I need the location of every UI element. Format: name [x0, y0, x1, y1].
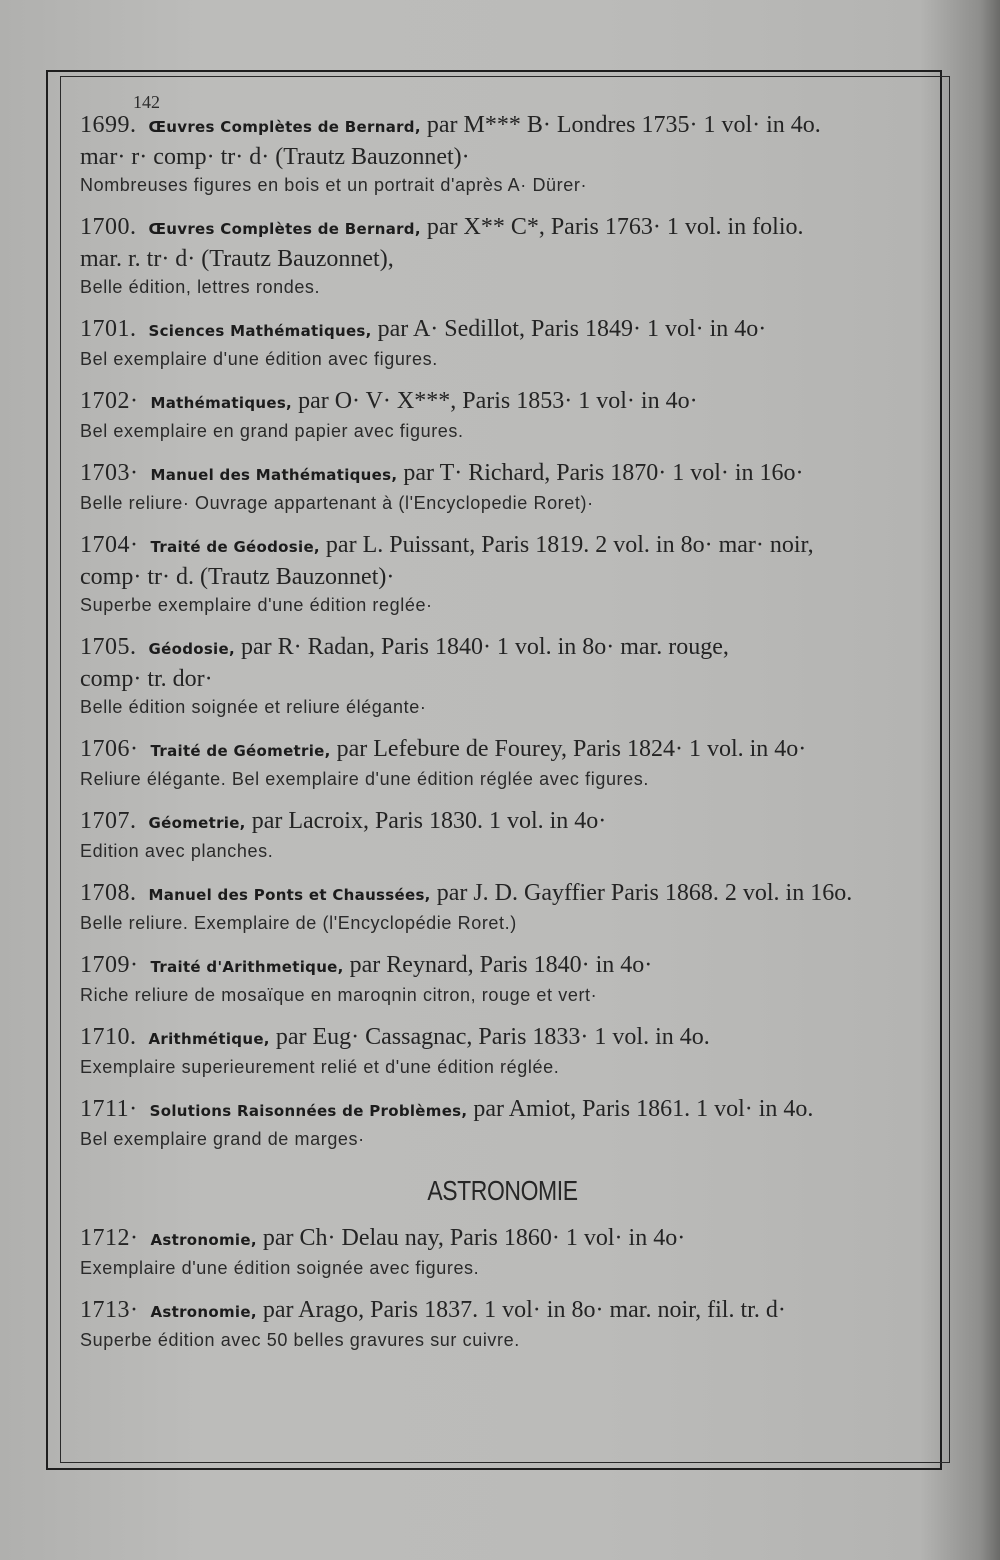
entry-details: par Lacroix, Paris 1830. 1 vol. in 4o·	[251, 808, 607, 834]
entry-number: 1703·	[80, 460, 139, 486]
entry-title: Manuel des Mathématiques,	[150, 466, 398, 484]
catalogue-entry	[80, 1223, 925, 1282]
entry-number: 1713·	[80, 1297, 139, 1323]
entry-details: par Reynard, Paris 1840· in 4o·	[349, 952, 653, 978]
entry-details: par Ch· Delau nay, Paris 1860· 1 vol· in 4o·	[262, 1225, 686, 1251]
catalogue-entry	[80, 878, 925, 937]
entry-heading-line	[80, 1022, 925, 1054]
page-number: 142	[133, 92, 160, 112]
catalogue-entry	[80, 1295, 925, 1354]
entry-details: par Lefebure de Fourey, Paris 1824· 1 vol. in 4o·	[336, 736, 807, 762]
entry-number: 1712·	[80, 1225, 139, 1251]
catalogue-entry	[80, 386, 925, 445]
entry-details: par L. Puissant, Paris 1819. 2 vol. in 8o· mar· noir,	[325, 532, 814, 558]
entry-heading-line	[80, 734, 925, 766]
entry-details: par Amiot, Paris 1861. 1 vol· in 4o.	[473, 1096, 814, 1122]
entry-note: Belle édition, lettres rondes.	[80, 277, 321, 297]
catalogue-entry	[80, 458, 925, 517]
entry-number: 1705.	[80, 634, 137, 660]
entry-note: Belle édition soignée et reliure élégante·	[80, 697, 427, 717]
catalogue-entries-astronomy	[80, 1223, 925, 1354]
catalogue-entry	[80, 110, 925, 199]
entry-details: par Eug· Cassagnac, Paris 1833· 1 vol. in 4o.	[275, 1024, 710, 1050]
entry-number: 1701.	[80, 316, 137, 342]
entry-continuation: mar· r· comp· tr· d· (Trautz Bauzonnet)·	[80, 144, 470, 170]
entry-details: par M*** B· Londres 1735· 1 vol· in 4o.	[426, 112, 821, 138]
entry-title: Manuel des Ponts et Chaussées,	[148, 886, 431, 904]
entry-number: 1702·	[80, 388, 139, 414]
entry-continuation: comp· tr· d. (Trautz Bauzonnet)·	[80, 564, 395, 590]
entry-heading-line	[80, 1295, 925, 1327]
catalogue-entries-mathematics	[80, 110, 925, 1153]
entry-note: Superbe exemplaire d'une édition reglée·	[80, 595, 433, 615]
catalogue-entry	[80, 632, 925, 721]
entry-details: par O· V· X***, Paris 1853· 1 vol· in 4o·	[298, 388, 698, 414]
entry-note: Reliure élégante. Bel exemplaire d'une édition réglée avec figures.	[80, 769, 649, 789]
entry-number: 1699.	[80, 112, 137, 138]
entry-heading-line	[80, 458, 925, 490]
entry-title: Mathématiques,	[150, 394, 293, 412]
entry-note: Edition avec planches.	[80, 841, 274, 861]
entry-note: Bel exemplaire grand de marges·	[80, 1129, 365, 1149]
entry-number: 1706·	[80, 736, 139, 762]
entry-heading-line	[80, 212, 925, 244]
entry-heading-line	[80, 386, 925, 418]
entry-heading-line	[80, 314, 925, 346]
entry-heading-line	[80, 110, 925, 142]
entry-details: par R· Radan, Paris 1840· 1 vol. in 8o· mar. rouge,	[240, 634, 729, 660]
entry-title: Astronomie,	[150, 1231, 257, 1249]
entry-title: Sciences Mathématiques,	[148, 322, 372, 340]
entry-note: Exemplaire d'une édition soignée avec figures.	[80, 1258, 480, 1278]
entry-title: Astronomie,	[150, 1303, 257, 1321]
entry-details: par T· Richard, Paris 1870· 1 vol· in 16o·	[403, 460, 804, 486]
entry-number: 1707.	[80, 808, 137, 834]
entry-title: Géodosie,	[148, 640, 235, 658]
entry-note: Bel exemplaire en grand papier avec figures.	[80, 421, 464, 441]
entry-heading-line	[80, 950, 925, 982]
entry-heading-line	[80, 1223, 925, 1255]
entry-title: Solutions Raisonnées de Problèmes,	[149, 1102, 468, 1120]
entry-heading-line	[80, 530, 925, 562]
catalogue-entry	[80, 1094, 925, 1153]
entry-title: Œuvres Complètes de Bernard,	[148, 118, 421, 136]
entry-number: 1704·	[80, 532, 139, 558]
entry-continuation: comp· tr. dor·	[80, 666, 213, 692]
entry-note: Exemplaire superieurement relié et d'une édition réglée.	[80, 1057, 560, 1077]
entry-title: Traité de Géometrie,	[150, 742, 331, 760]
entry-title: Traité de Géodosie,	[150, 538, 320, 556]
entry-details: par Arago, Paris 1837. 1 vol· in 8o· mar. noir, fil. tr. d·	[262, 1297, 786, 1323]
entry-details: par J. D. Gayffier Paris 1868. 2 vol. in 16o.	[436, 880, 853, 906]
entry-number: 1700.	[80, 214, 137, 240]
entry-number: 1711·	[80, 1096, 138, 1122]
catalogue-entry	[80, 806, 925, 865]
catalogue-content	[80, 110, 925, 1367]
entry-title: Arithmétique,	[148, 1030, 270, 1048]
entry-continuation: mar. r. tr· d· (Trautz Bauzonnet),	[80, 246, 394, 272]
entry-note: Riche reliure de mosaïque en maroqnin citron, rouge et vert·	[80, 985, 598, 1005]
entry-details: par X** C*, Paris 1763· 1 vol. in folio.	[426, 214, 804, 240]
entry-number: 1709·	[80, 952, 139, 978]
catalogue-entry	[80, 734, 925, 793]
entry-title: Œuvres Complètes de Bernard,	[148, 220, 421, 238]
entry-details: par A· Sedillot, Paris 1849· 1 vol· in 4o·	[377, 316, 767, 342]
catalogue-entry	[80, 212, 925, 301]
entry-note: Bel exemplaire d'une édition avec figures.	[80, 349, 438, 369]
catalogue-entry	[80, 1022, 925, 1081]
entry-number: 1708.	[80, 880, 137, 906]
entry-title: Géometrie,	[148, 814, 246, 832]
entry-note: Belle reliure· Ouvrage appartenant à (l'Encyclopedie Roret)·	[80, 493, 594, 513]
catalogue-entry	[80, 530, 925, 619]
entry-note: Belle reliure. Exemplaire de (l'Encyclopédie Roret.)	[80, 913, 517, 933]
entry-heading-line	[80, 632, 925, 664]
catalogue-entry	[80, 950, 925, 1009]
section-heading: ASTRONOMIE	[427, 1175, 578, 1206]
entry-heading-line	[80, 806, 925, 838]
entry-heading-line	[80, 878, 925, 910]
entry-title: Traité d'Arithmetique,	[150, 958, 344, 976]
entry-note: Superbe édition avec 50 belles gravures sur cuivre.	[80, 1330, 520, 1350]
catalogue-entry	[80, 314, 925, 373]
entry-note: Nombreuses figures en bois et un portrait d'après A· Dürer·	[80, 175, 588, 195]
entry-heading-line	[80, 1094, 925, 1126]
entry-number: 1710.	[80, 1024, 137, 1050]
